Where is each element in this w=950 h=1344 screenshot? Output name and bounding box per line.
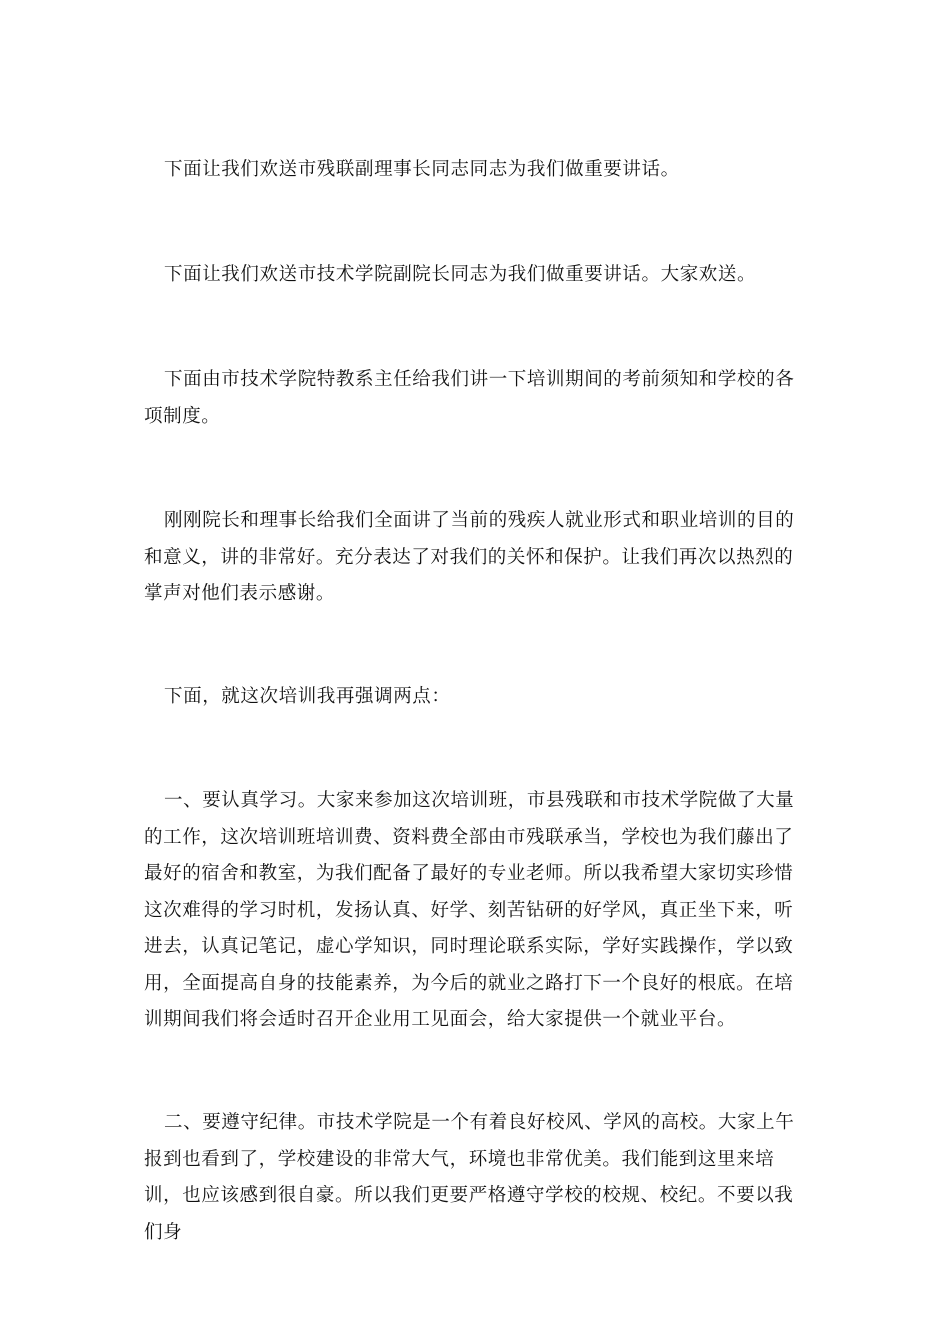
paragraph-thanks: 刚刚院长和理事长给我们全面讲了当前的残疾人就业形式和职业培训的目的和意义，讲的非常好。充分表达了对我们的关怀和保护。让我们再次以热烈的掌声对他们表示感谢。 <box>144 510 795 604</box>
paragraph-point-two-discipline: 二、要遵守纪律。市技术学院是一个有着良好校风、学风的高校。大家上午报到也看到了，学校建设的非常大气，环境也非常优美。我们能到这里来培训，也应该感到很自豪。所以我们更要严格遵守学校的校规、校纪。不要以我们身 <box>144 1112 795 1243</box>
paragraph-two-points-intro: 下面，就这次培训我再强调两点： <box>164 686 451 707</box>
paragraph-welcome-vice-president: 下面让我们欢送市技术学院副院长同志为我们做重要讲话。大家欢送。 <box>164 264 757 285</box>
paragraph-department-director: 下面由市技术学院特教系主任给我们讲一下培训期间的考前须知和学校的各项制度。 <box>144 369 795 427</box>
paragraph-point-one-study: 一、要认真学习。大家来参加这次培训班，市县残联和市技术学院做了大量的工作，这次培训班培训费、资料费全部由市残联承当，学校也为我们藤出了最好的宿舍和教室，为我们配备了最好的专业老师。所以我希望大家切实珍惜这次难得的学习时机，发扬认真、好学、刻苦钻研的好学风，真正坐下来，听进去，认真记笔记，虚心学知识，同时理论联系实际，学好实践操作，学以致用，全面提高自身的技能素养，为今后的就业之路打下一个良好的根底。在培训期间我们将会适时召开企业用工见面会，给大家提供一个就业平台。 <box>144 790 795 1030</box>
paragraph-welcome-vice-chairman: 下面让我们欢送市残联副理事长同志同志为我们做重要讲话。 <box>164 159 680 180</box>
